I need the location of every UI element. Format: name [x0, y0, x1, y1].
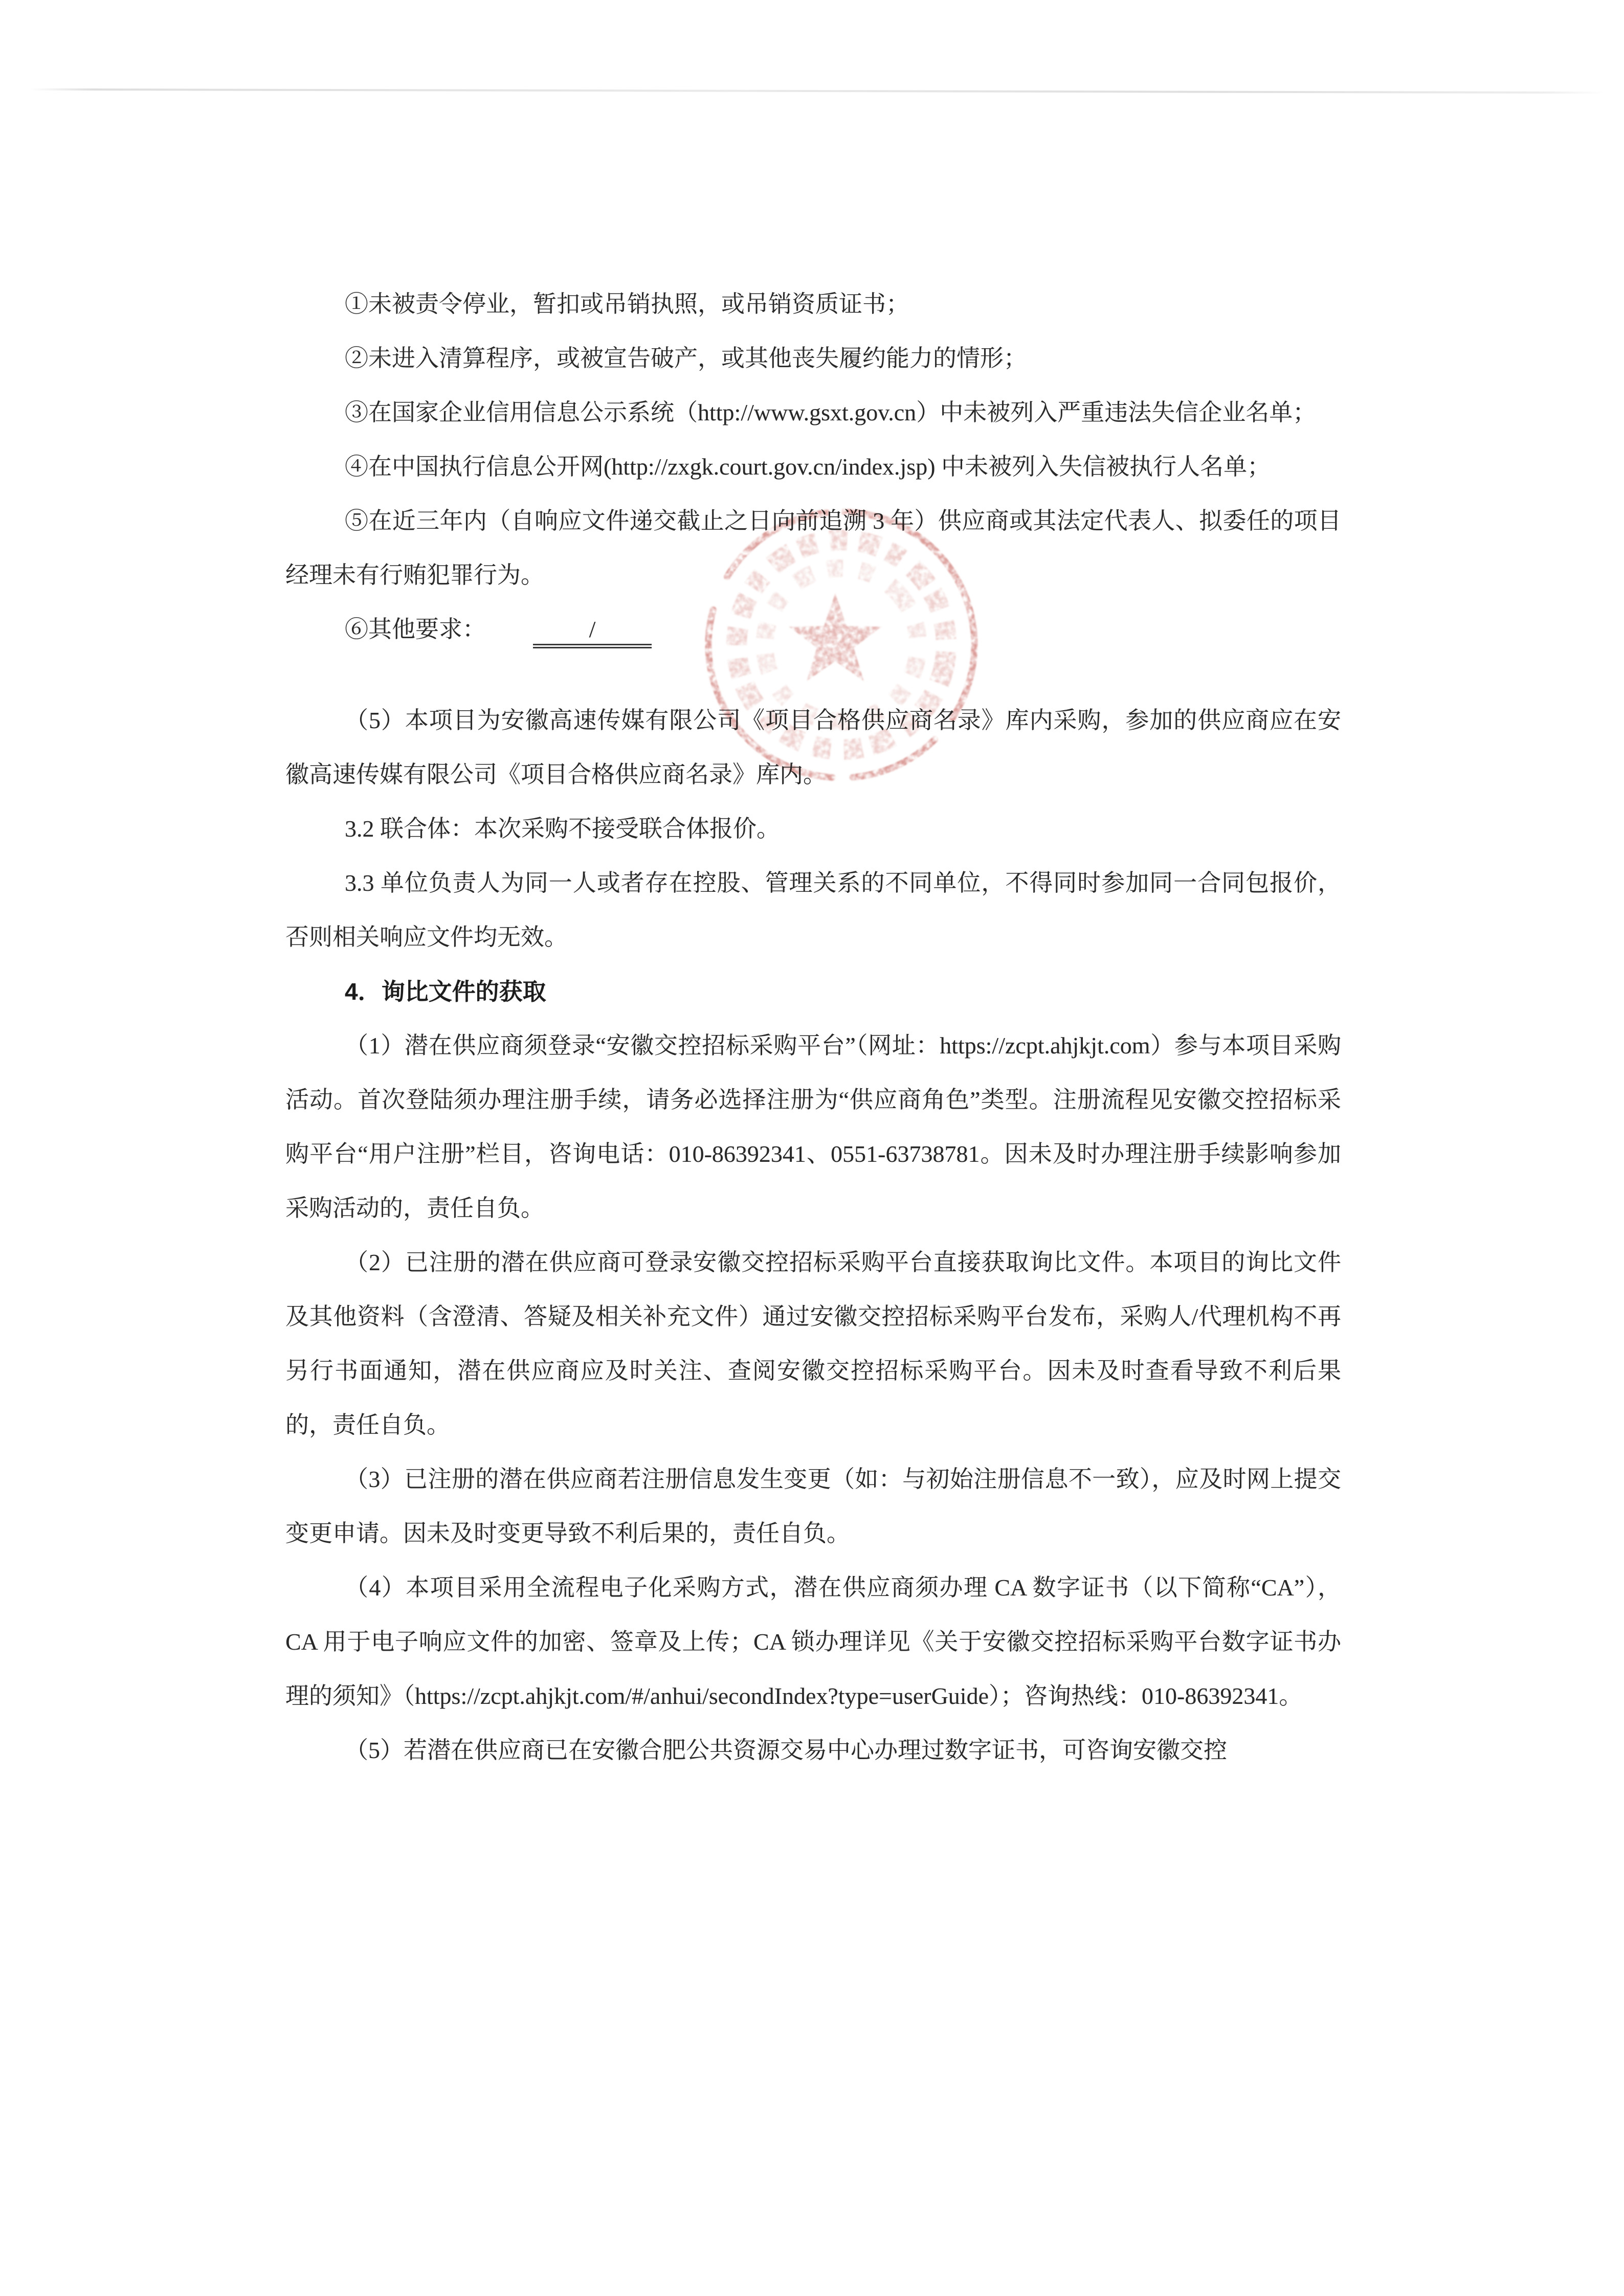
paragraph-sec4-item-4: （4）本项目采用全流程电子化采购方式，潜在供应商须办理 CA 数字证书（以下简称“CA”），CA 用于电子响应文件的加密、签章及上传；CA 锁办理详见《关于安徽交控招标采购平台数字证书办理的须知》（https://zcpt.ahjkjt.com/#/anhui/secondIndex?type=userGuide）；咨询热线：010-86392341。: [285, 1574, 1342, 1709]
paragraph-condition-6: ⑥其他要求： /: [285, 602, 1341, 657]
latin-text-run: CA: [285, 1629, 317, 1655]
scan-artifact-line: [30, 88, 1604, 94]
latin-text-run: 3.3: [345, 870, 374, 896]
latin-text-run: 3: [873, 508, 885, 534]
paragraph-condition-1: ①未被责令停业，暂扣或吊销执照，或吊销资质证书；: [345, 291, 909, 317]
latin-text-run: https://zcpt.ahjkjt.com: [940, 1032, 1150, 1059]
paragraph-condition-2: ②未进入清算程序，或被宣告破产，或其他丧失履约能力的情形；: [345, 345, 1027, 371]
paragraph-condition-3: ③在国家企业信用信息公示系统（http://www.gsxt.gov.cn）中未被列入严重违法失信企业名单；: [345, 399, 1317, 425]
latin-text-run: 0551-63738781: [831, 1141, 980, 1167]
paragraph-condition-5: ⑤在近三年内（自响应文件递交截止之日向前追溯 3 年）供应商或其法定代表人、拟委任的项目经理未有行贿犯罪行为。: [285, 508, 1342, 588]
latin-text-run: http://www.gsxt.gov.cn: [698, 399, 917, 425]
latin-text-run: CA: [994, 1574, 1026, 1601]
latin-text-run: /: [1191, 1303, 1198, 1330]
latin-text-run: https://zcpt.ahjkjt.com/#/anhui/secondIndex?type=userGuide: [415, 1683, 989, 1709]
latin-text-run: 010-86392341: [669, 1141, 806, 1167]
latin-text-run: 3: [368, 1466, 381, 1492]
paragraph-sec4-item-5: （5）若潜在供应商已在安徽合肥公共资源交易中心办理过数字证书，可咨询安徽交控: [345, 1737, 1227, 1763]
paragraph-clause-3-2: 3.2 联合体：本次采购不接受联合体报价。: [345, 816, 780, 842]
paragraph-sec4-item-1: （1）潜在供应商须登录“安徽交控招标采购平台”（网址：https://zcpt.ahjkjt.com）参与本项目采购活动。首次登陆须办理注册手续，请务必选择注册为“供应商角色”类型。注册流程见安徽交控招标采购平台“用户注册”栏目，咨询电话：010-86392341、0551-63738781。因未及时办理注册手续影响参加采购活动的，责任自负。: [285, 1032, 1342, 1221]
latin-text-run: 5: [368, 1737, 380, 1763]
paragraph-clause-3-3: 3.3 单位负责人为同一人或者存在控股、管理关系的不同单位，不得同时参加同一合同包报价，否则相关响应文件均无效。: [285, 870, 1341, 950]
latin-text-run: 4: [345, 978, 358, 1005]
latin-text-run: 2: [368, 1249, 381, 1275]
other-requirements-blank: /: [533, 617, 652, 648]
latin-text-run: 4: [369, 1574, 381, 1601]
latin-text-run: 010-86392341: [1142, 1683, 1279, 1709]
paragraph-condition-4: ④在中国执行信息公开网(http://zxgk.court.gov.cn/index.jsp) 中未被列入失信被执行人名单；: [345, 454, 1271, 480]
paragraph-item-5-catalog: （5）本项目为安徽高速传媒有限公司《项目合格供应商名录》库内采购，参加的供应商应在安徽高速传媒有限公司《项目合格供应商名录》库内。: [285, 707, 1342, 787]
latin-text-run: 3.2: [345, 816, 374, 842]
latin-text-run: 1: [368, 1032, 381, 1059]
paragraph-heading-section-4: 4．询比文件的获取: [345, 978, 546, 1005]
paragraph-sec4-item-2: （2）已注册的潜在供应商可登录安徽交控招标采购平台直接获取询比文件。本项目的询比文件及其他资料（含澄清、答疑及相关补充文件）通过安徽交控招标采购平台发布，采购人/代理机构不再另行书面通知，潜在供应商应及时关注、查阅安徽交控招标采购平台。因未及时查看导致不利后果的，责任自负。: [285, 1249, 1342, 1438]
paragraph-sec4-item-3: （3）已注册的潜在供应商若注册信息发生变更（如：与初始注册信息不一致），应及时网上提交变更申请。因未及时变更导致不利后果的，责任自负。: [285, 1466, 1342, 1546]
latin-text-run: (http://zxgk.court.gov.cn/index.jsp): [604, 454, 936, 480]
latin-text-run: CA: [753, 1629, 785, 1655]
latin-text-run: CA: [1261, 1574, 1294, 1601]
document-body: [285, 277, 1341, 1777]
latin-text-run: 5: [368, 707, 381, 733]
